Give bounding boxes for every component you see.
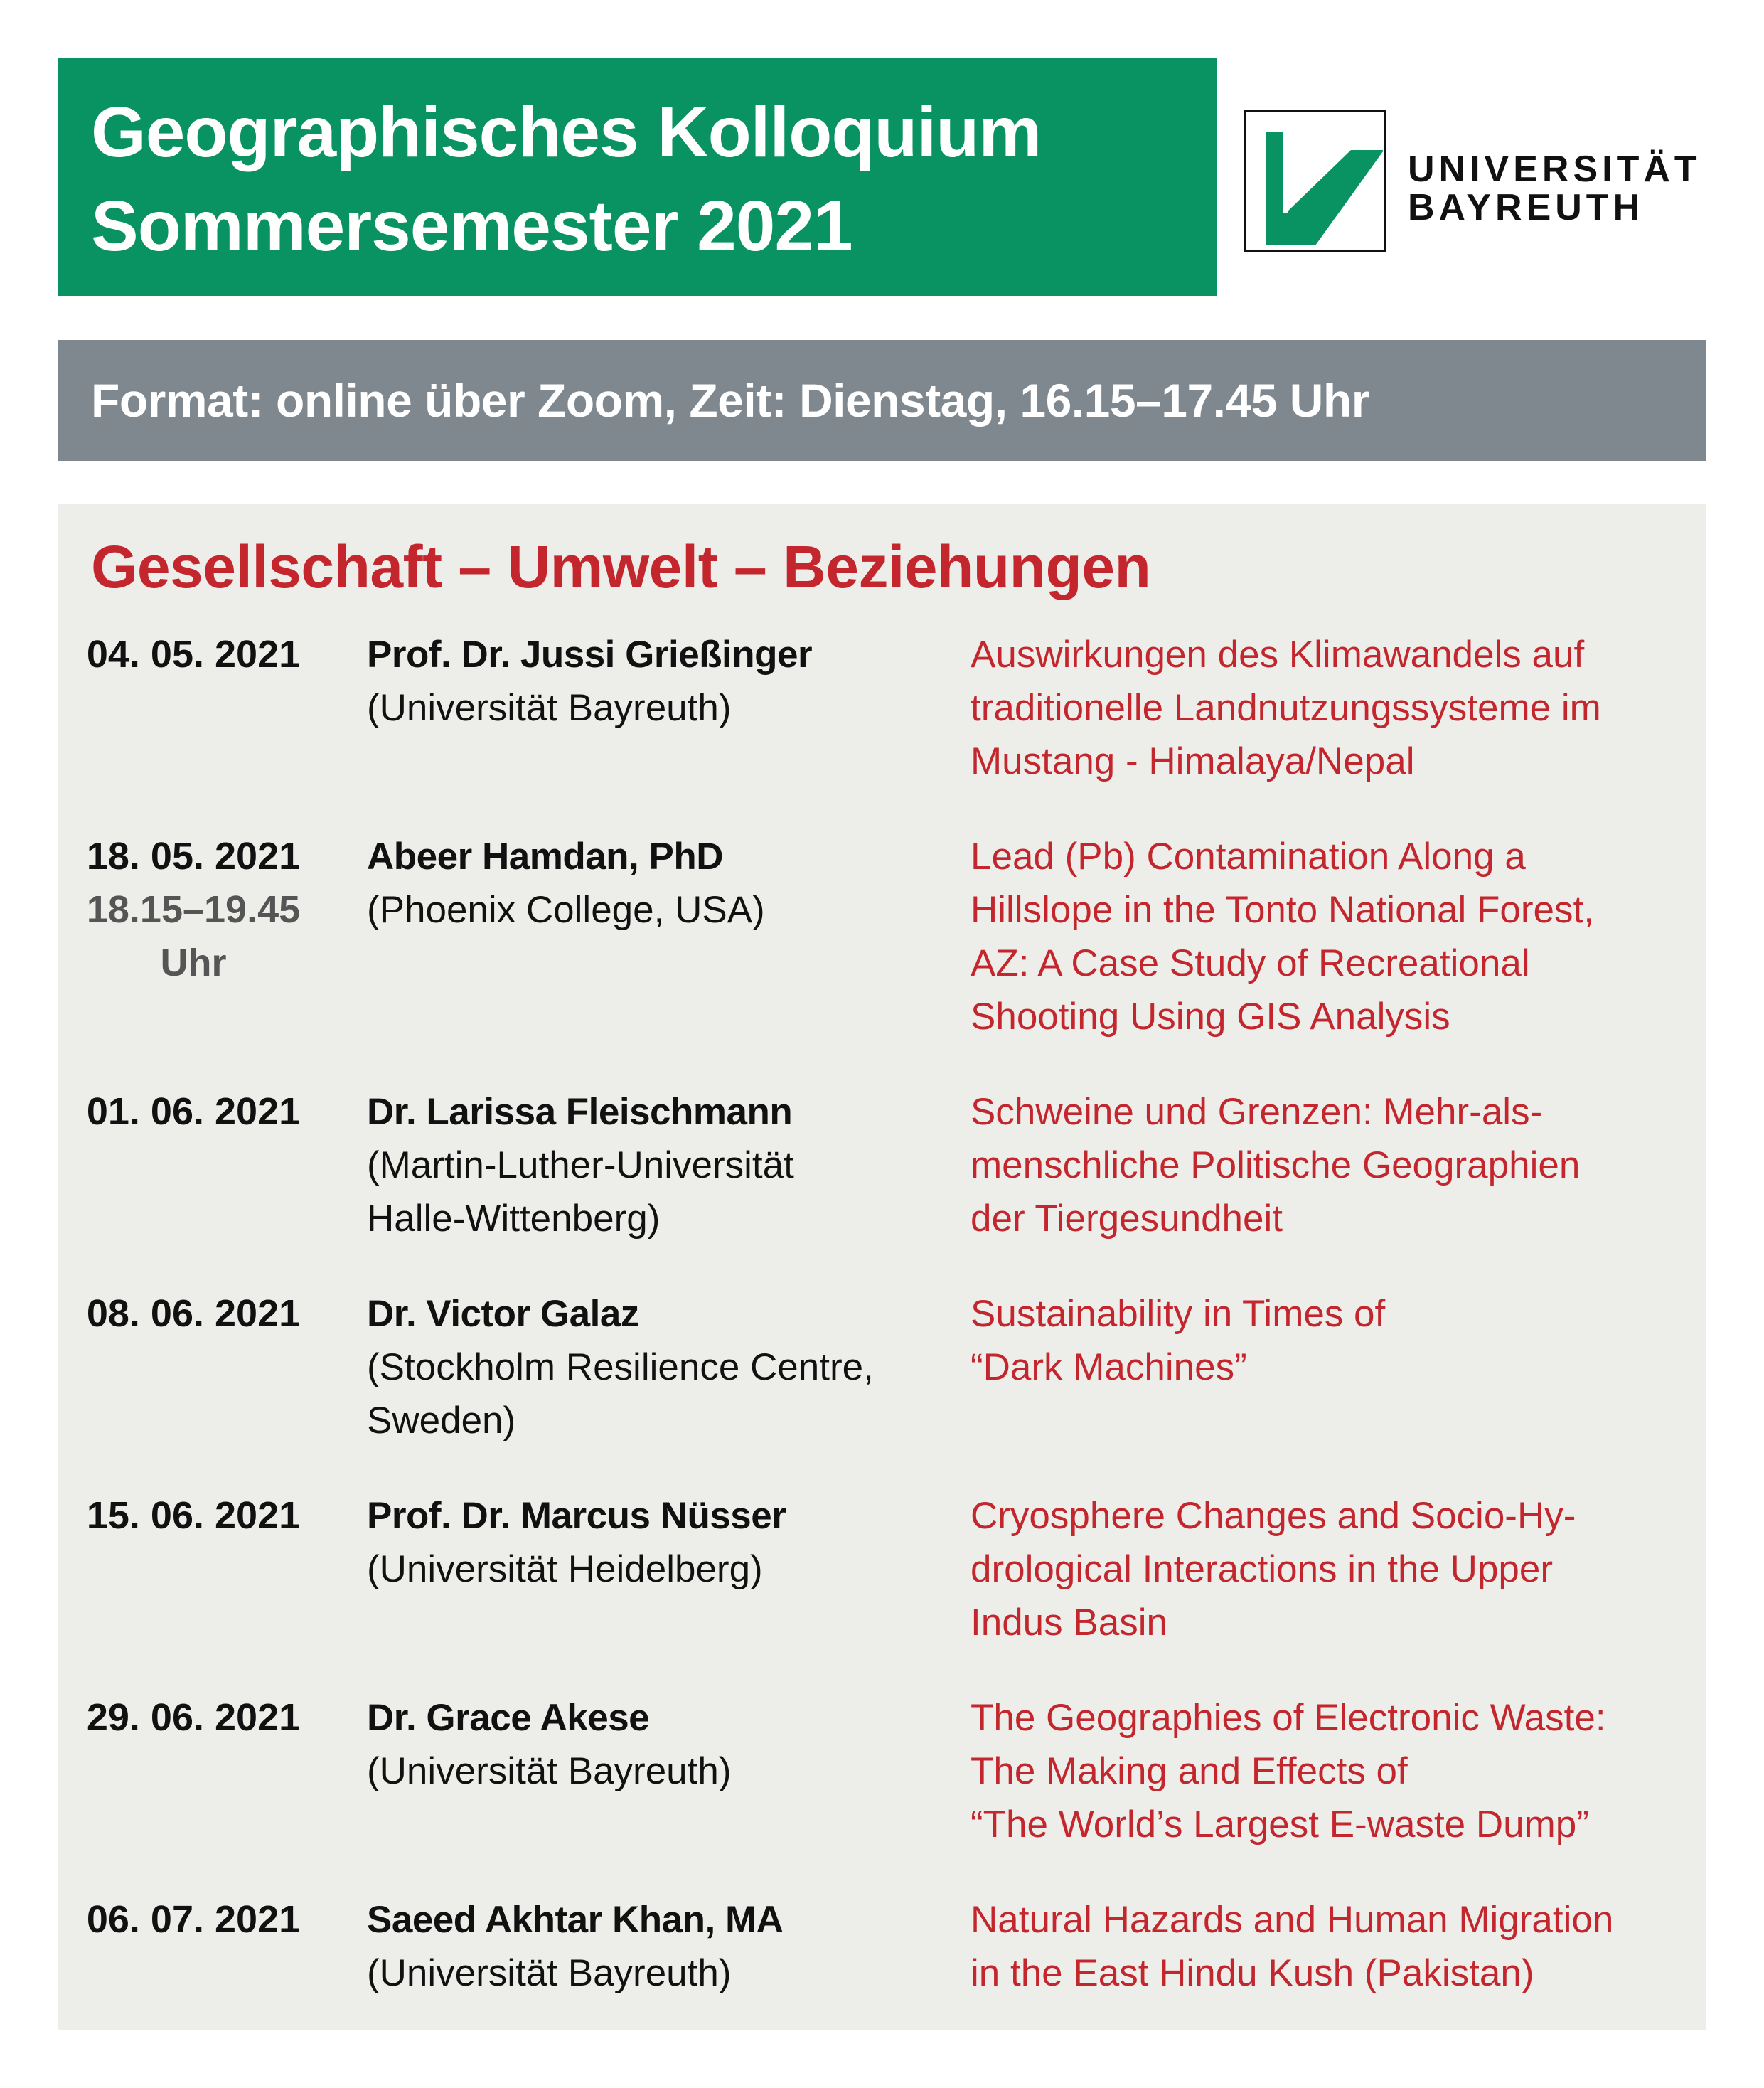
event-speaker [367, 1287, 978, 1447]
event-topic: Schweine und Grenzen: Mehr-als- menschliche Politische Geographien der Tiergesundheit [971, 1091, 1581, 1240]
speaker-name: Abeer Hamdan, PhD [367, 836, 724, 878]
speaker-affiliation: (Martin-Luther-Universität Halle-Wittenberg) [367, 1144, 794, 1240]
event-date [58, 1893, 328, 1946]
speaker-affiliation: (Phoenix College, USA) [367, 889, 765, 931]
logo-line-2: BAYREUTH [1408, 187, 1645, 228]
event-date [58, 1085, 328, 1139]
event-topic: Auswirkungen des Klimawandels auf traditionelle Landnutzungssysteme im Mustang - Himalaya/Nepal [971, 634, 1601, 782]
speaker-name: Dr. Victor Galaz [367, 1293, 639, 1335]
event-time-unit: Uhr [160, 942, 227, 984]
university-logo-text [1408, 150, 1701, 227]
title-line-2: Sommersemester 2021 [91, 186, 852, 266]
university-logo-mark-icon [1244, 110, 1386, 252]
speaker-name: Dr. Larissa Fleischmann [367, 1091, 793, 1133]
speaker-affiliation: (Universität Bayreuth) [367, 1952, 732, 1994]
event-date-text: 18. 05. 2021 [86, 835, 301, 878]
speaker-affiliation: (Universität Heidelberg) [367, 1548, 763, 1590]
speaker-name: Dr. Grace Akese [367, 1697, 650, 1739]
format-bar: Format: online über Zoom, Zeit: Dienstag, 16.15–17.45 Uhr [58, 340, 1706, 461]
event-date [58, 1287, 328, 1341]
event-date-text: 15. 06. 2021 [86, 1494, 301, 1537]
event-topic: Natural Hazards and Human Migration in the East Hindu Kush (Pakistan) [971, 1899, 1614, 1994]
event-topic: Lead (Pb) Contamination Along a Hillslope in the Tonto National Forest, AZ: A Case Study of Recreational Shooting Using GIS Analysis [971, 836, 1594, 1038]
event-topic: Sustainability in Times of “Dark Machines” [971, 1293, 1386, 1388]
event-date [58, 628, 328, 681]
event-date [58, 1489, 328, 1543]
event-time: 18.15–19.45 [86, 888, 301, 931]
event-topic: Cryosphere Changes and Socio-Hy- drological Interactions in the Upper Indus Basin [971, 1495, 1576, 1644]
program-panel [58, 504, 1706, 2030]
speaker-affiliation: (Stockholm Resilience Centre, Sweden) [367, 1346, 874, 1442]
section-title: Gesellschaft – Umwelt – Beziehungen [91, 533, 1151, 600]
event-speaker [367, 830, 978, 937]
event-date-text: 06. 07. 2021 [86, 1898, 301, 1941]
speaker-affiliation: (Universität Bayreuth) [367, 1750, 732, 1792]
event-topic: The Geographies of Electronic Waste: The Making and Effects of “The World’s Largest E-waste Dump” [971, 1697, 1606, 1845]
speaker-name: Prof. Dr. Marcus Nüsser [367, 1495, 786, 1537]
event-speaker [367, 1691, 978, 1798]
event-date-text: 08. 06. 2021 [86, 1292, 301, 1335]
event-date-text: 29. 06. 2021 [86, 1696, 301, 1739]
title-banner [58, 58, 1217, 296]
event-speaker [367, 628, 978, 735]
event-date-text: 01. 06. 2021 [86, 1090, 301, 1133]
university-logo [1244, 110, 1706, 256]
speaker-affiliation: (Universität Bayreuth) [367, 687, 732, 729]
event-speaker [367, 1085, 978, 1245]
speaker-name: Saeed Akhtar Khan, MA [367, 1899, 784, 1941]
event-speaker [367, 1489, 978, 1596]
event-date [58, 1691, 328, 1745]
title-line-1: Geographisches Kolloquium [91, 92, 1042, 172]
event-speaker [367, 1893, 978, 2000]
speaker-name: Prof. Dr. Jussi Grießinger [367, 634, 813, 676]
event-date [58, 830, 328, 990]
logo-line-1: UNIVERSITÄT [1408, 149, 1701, 190]
event-date-text: 04. 05. 2021 [86, 633, 301, 676]
